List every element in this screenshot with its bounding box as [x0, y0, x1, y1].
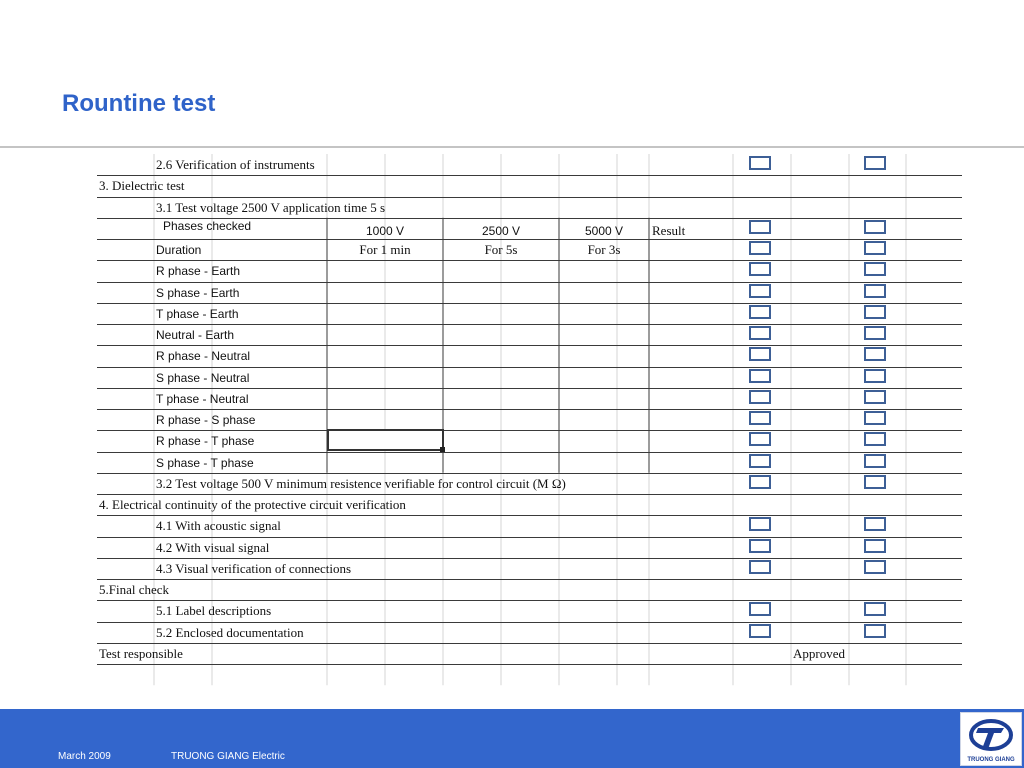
- table-row: [0, 409, 1024, 430]
- column-header: 1000 V: [365, 224, 405, 238]
- row-label: 3. Dielectric test: [99, 178, 185, 193]
- checkbox-responsible[interactable]: [749, 475, 771, 489]
- row-label: 5.Final check: [99, 582, 170, 597]
- checkbox-approved[interactable]: [864, 326, 886, 340]
- table-row: [0, 537, 1024, 558]
- column-header: 2500 V: [481, 224, 521, 238]
- row-label: 3.1 Test voltage 2500 V application time 5 s: [156, 200, 386, 215]
- checkbox-approved[interactable]: [864, 411, 886, 425]
- row-label: R phase - Earth: [156, 264, 241, 278]
- checkbox-responsible[interactable]: [749, 369, 771, 383]
- row-label: 3.2 Test voltage 500 V minimum resistence verifiable for control circuit (M Ω): [156, 476, 566, 491]
- checkbox-responsible[interactable]: [749, 390, 771, 404]
- checkbox-responsible[interactable]: [749, 284, 771, 298]
- checkbox-responsible[interactable]: [749, 432, 771, 446]
- checkbox-approved[interactable]: [864, 156, 886, 170]
- checkbox-responsible[interactable]: [749, 560, 771, 574]
- row-label: S phase - Neutral: [156, 371, 250, 385]
- row-label: Neutral - Earth: [156, 328, 235, 342]
- row-label: Test responsible: [99, 646, 183, 661]
- checkbox-responsible[interactable]: [749, 326, 771, 340]
- checkbox-approved[interactable]: [864, 347, 886, 361]
- logo-wordmark: TRUONG GIANG: [967, 757, 1015, 763]
- approved-label: Approved: [793, 646, 845, 661]
- table-row: [0, 388, 1024, 409]
- row-label: T phase - Neutral: [156, 392, 249, 406]
- selected-cell[interactable]: [327, 429, 444, 451]
- row-label: T phase - Earth: [156, 307, 239, 321]
- row-label: 4.2 With visual signal: [156, 540, 270, 555]
- column-header: For 5s: [484, 242, 518, 257]
- table-row: [0, 643, 1024, 664]
- checkbox-approved[interactable]: [864, 517, 886, 531]
- row-label: 5.2 Enclosed documentation: [156, 625, 304, 640]
- table-row: [0, 558, 1024, 579]
- row-label: 2.6 Verification of instruments: [156, 157, 315, 172]
- table-row: [0, 218, 1024, 239]
- logo-mark-icon: [961, 713, 1021, 757]
- table-row: [0, 430, 1024, 451]
- table-row: [0, 175, 1024, 196]
- table-row: [0, 473, 1024, 494]
- table-row: [0, 239, 1024, 260]
- checkbox-approved[interactable]: [864, 560, 886, 574]
- checkbox-responsible[interactable]: [749, 539, 771, 553]
- checkbox-approved[interactable]: [864, 624, 886, 638]
- row-label: S phase - Earth: [156, 286, 240, 300]
- checkbox-responsible[interactable]: [749, 262, 771, 276]
- table-row: [0, 622, 1024, 643]
- table-row: [0, 367, 1024, 388]
- checkbox-responsible[interactable]: [749, 220, 771, 234]
- checkbox-responsible[interactable]: [749, 411, 771, 425]
- column-header: For 1 min: [359, 242, 411, 257]
- table-row: [0, 345, 1024, 366]
- checkbox-responsible[interactable]: [749, 347, 771, 361]
- checkbox-approved[interactable]: [864, 602, 886, 616]
- checkbox-responsible[interactable]: [749, 624, 771, 638]
- row-label: 4.3 Visual verification of connections: [156, 561, 352, 576]
- table-row: [0, 452, 1024, 473]
- checkbox-approved[interactable]: [864, 539, 886, 553]
- table-row: [0, 154, 1024, 175]
- checkbox-responsible[interactable]: [749, 454, 771, 468]
- checkbox-approved[interactable]: [864, 369, 886, 383]
- table-row: [0, 664, 1024, 685]
- checkbox-approved[interactable]: [864, 432, 886, 446]
- column-header: Result: [652, 223, 686, 238]
- row-label: R phase - S phase: [156, 413, 256, 427]
- row-label: R phase - T phase: [156, 434, 255, 448]
- checkbox-approved[interactable]: [864, 454, 886, 468]
- row-label: R phase - Neutral: [156, 349, 251, 363]
- checkbox-approved[interactable]: [864, 390, 886, 404]
- checkbox-responsible[interactable]: [749, 602, 771, 616]
- row-label: Duration: [156, 243, 202, 257]
- row-label: 5.1 Label descriptions: [156, 603, 272, 618]
- checkbox-responsible[interactable]: [749, 156, 771, 170]
- table-row: [0, 260, 1024, 281]
- table-row: [0, 303, 1024, 324]
- checkbox-approved[interactable]: [864, 262, 886, 276]
- row-label: S phase - T phase: [156, 456, 254, 470]
- checkbox-responsible[interactable]: [749, 241, 771, 255]
- footer-date: March 2009: [58, 751, 111, 762]
- table-row: [0, 579, 1024, 600]
- slide-title: Rountine test: [62, 90, 216, 117]
- table-row: [0, 324, 1024, 345]
- column-header: For 3s: [587, 242, 621, 257]
- table-row: [0, 515, 1024, 536]
- checkbox-responsible[interactable]: [749, 517, 771, 531]
- footer-company: TRUONG GIANG Electric: [171, 751, 285, 762]
- row-label: 4.1 With acoustic signal: [156, 518, 281, 533]
- table-row: [0, 282, 1024, 303]
- table-row: [0, 197, 1024, 218]
- checkbox-approved[interactable]: [864, 241, 886, 255]
- checkbox-approved[interactable]: [864, 475, 886, 489]
- row-label: 4. Electrical continuity of the protective circuit verification: [99, 497, 406, 512]
- column-header: 5000 V: [584, 224, 624, 238]
- slide-footer: [0, 709, 1024, 768]
- company-logo: [960, 712, 1022, 766]
- checkbox-approved[interactable]: [864, 220, 886, 234]
- checkbox-responsible[interactable]: [749, 305, 771, 319]
- table-row: [0, 600, 1024, 621]
- checkbox-approved[interactable]: [864, 284, 886, 298]
- table-row: [0, 494, 1024, 515]
- checkbox-approved[interactable]: [864, 305, 886, 319]
- fill-handle[interactable]: [440, 447, 445, 452]
- row-label: Phases checked: [163, 219, 252, 233]
